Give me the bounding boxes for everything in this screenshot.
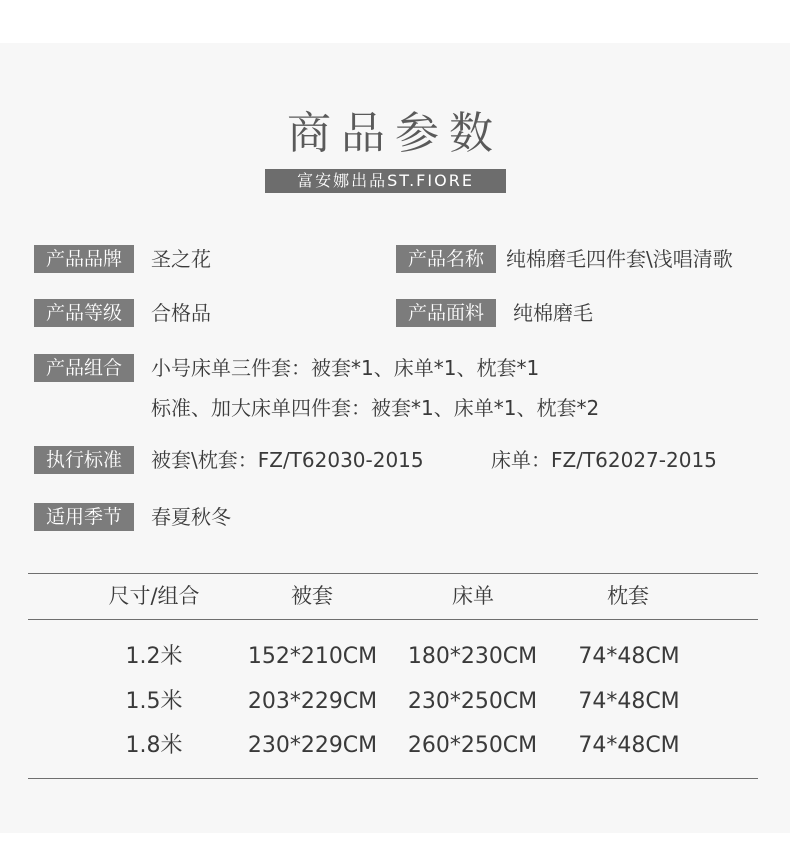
season-label: 适用季节	[34, 503, 134, 531]
table-header-quilt: 被套	[291, 584, 333, 608]
table-cell: 180*230CM	[407, 644, 538, 669]
table-header-pillowcase: 枕套	[607, 584, 649, 608]
table-cell: 1.5米	[125, 689, 183, 714]
grade-value: 合格品	[151, 301, 211, 325]
brand-value: 圣之花	[151, 247, 211, 271]
table-cell: 74*48CM	[578, 689, 680, 714]
brand-label: 产品品牌	[34, 245, 134, 273]
product-name-label: 产品名称	[396, 245, 496, 273]
table-cell: 203*229CM	[247, 689, 378, 714]
table-cell: 152*210CM	[247, 644, 378, 669]
table-header-sheet: 床单	[452, 584, 494, 608]
fabric-value: 纯棉磨毛	[513, 301, 593, 325]
season-value: 春夏秋冬	[151, 505, 231, 529]
combo-value-line1: 小号床单三件套：被套*1、床单*1、枕套*1	[151, 356, 540, 380]
standard-value-sheet: 床单：FZ/T62027-2015	[491, 448, 717, 472]
fabric-label: 产品面料	[396, 299, 496, 327]
table-cell: 260*250CM	[407, 733, 538, 758]
table-top-rule	[28, 573, 758, 574]
standard-value-quilt: 被套\枕套：FZ/T62030-2015	[151, 448, 424, 472]
brand-subtitle: 富安娜出品ST.FIORE	[265, 169, 506, 193]
product-name-value: 纯棉磨毛四件套\浅唱清歌	[506, 247, 733, 271]
standard-label: 执行标准	[34, 446, 134, 474]
table-bottom-rule	[28, 778, 758, 779]
table-cell: 230*250CM	[407, 689, 538, 714]
table-cell: 1.2米	[125, 644, 183, 669]
grade-label: 产品等级	[34, 299, 134, 327]
page-title: 商品参数	[287, 108, 503, 159]
combo-label: 产品组合	[34, 354, 134, 382]
table-header-rule	[28, 619, 758, 620]
combo-value-line2: 标准、加大床单四件套：被套*1、床单*1、枕套*2	[151, 396, 600, 420]
table-header-size: 尺寸/组合	[108, 584, 200, 608]
table-cell: 74*48CM	[578, 733, 680, 758]
table-cell: 1.8米	[125, 733, 183, 758]
table-cell: 74*48CM	[578, 644, 680, 669]
table-cell: 230*229CM	[247, 733, 378, 758]
